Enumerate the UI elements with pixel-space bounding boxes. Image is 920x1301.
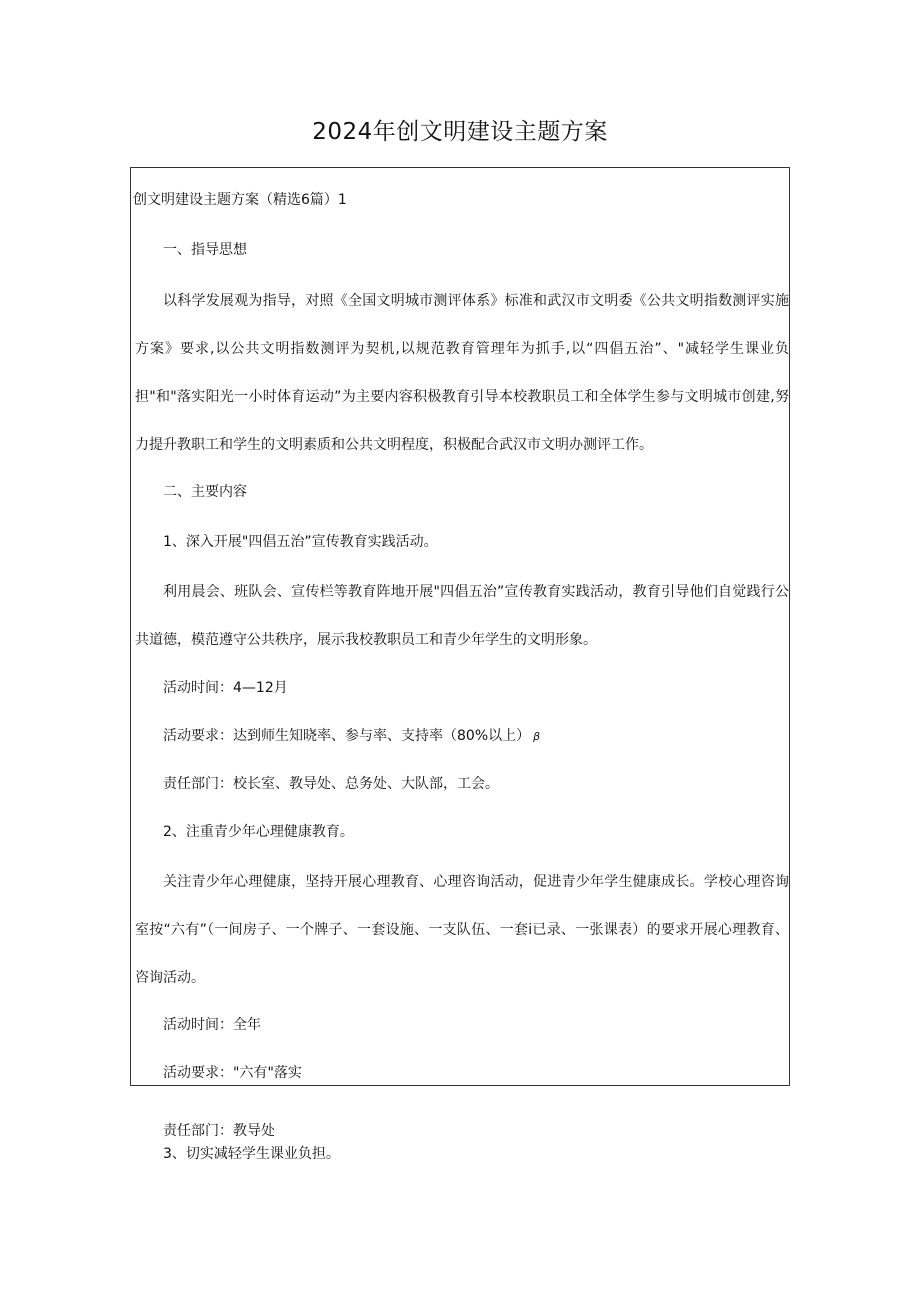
section2-heading: 二、主要内容 bbox=[163, 484, 247, 500]
section1-paragraph: 以科学发展观为指导，对照《全国文明城市测评体系》标准和武汉市文明委《公共文明指数测评实施方案》要求,以公共文明指数测评为契机,以规范教育管理年为抓手,以“四倡五治”、"减轻学生课业负担"和"落实阳光一小时体育运动”为主要内容积极教育引导本校教职员工和全体学生参与文明城市创建,努力提升教职工和学生的文明素质和公共文明程度，积极配合武汉市文明办测评工作。 bbox=[135, 293, 789, 453]
subtitle: 创文明建设主题方案（精选6篇）1 bbox=[133, 192, 347, 208]
item3-heading: 3、切实减轻学生课业负担。 bbox=[163, 1146, 340, 1162]
item1-heading: 1、深入开展"四倡五治”宣传教育实践活动。 bbox=[163, 534, 438, 550]
item2-requirement: 活动要求："六有"落实 bbox=[163, 1065, 302, 1081]
item2-heading: 2、注重青少年心理健康教育。 bbox=[163, 824, 354, 840]
item1-requirement-text: 活动要求：达到师生知晓率、参与率、支持率（80%以上） bbox=[163, 728, 531, 744]
item2-department: 责任部门：教导处 bbox=[163, 1123, 275, 1139]
item1-time: 活动时间：4—12月 bbox=[163, 680, 288, 696]
item1-paragraph: 利用晨会、班队会、宣传栏等教育阵地开展"四倡五治”宣传教育实践活动，教育引导他们自觉践行公共道德，模范遵守公共秩序，展示我校教职员工和青少年学生的文明形象。 bbox=[135, 584, 789, 648]
document-title: 2024年创文明建设主题方案 bbox=[312, 119, 608, 145]
item1-department: 责任部门：校长室、教导处、总务处、大队部，工会。 bbox=[163, 776, 499, 792]
item1-requirement bbox=[163, 724, 540, 749]
item2-time: 活动时间：全年 bbox=[163, 1017, 261, 1033]
item2-paragraph: 关注青少年心理健康，坚持开展心理教育、心理咨询活动，促进青少年学生健康成长。学校心理咨询室按“六有”（一间房子、一个牌子、一套设施、一支队伍、一套i已录、一张课表）的要求开展心理教育、咨询活动。 bbox=[135, 874, 789, 986]
section1-heading: 一、指导思想 bbox=[163, 242, 247, 258]
item1-requirement-mark: β bbox=[533, 730, 541, 743]
